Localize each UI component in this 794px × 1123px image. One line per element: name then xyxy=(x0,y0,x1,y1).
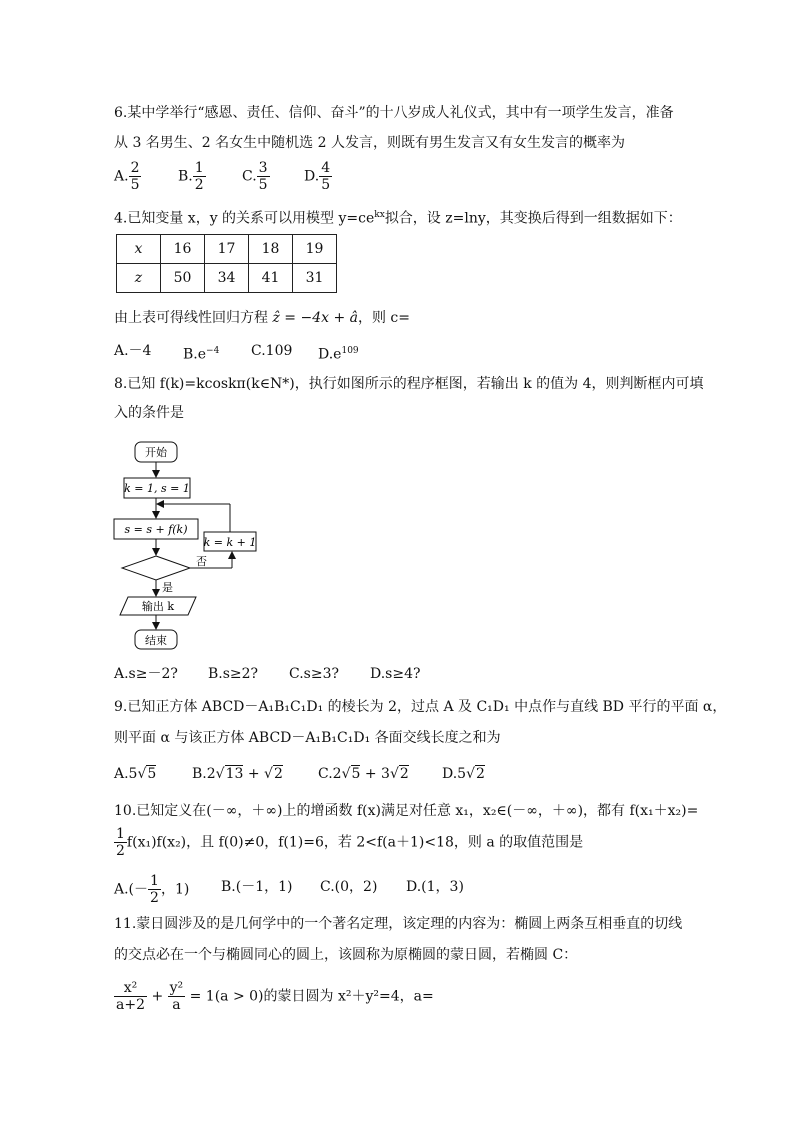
q4-option-b: $B.e^{-4}$ xyxy=(183,346,220,363)
q9-line2: 则平面 α 与该正方体 ABCD－A₁B₁C₁D₁ 各面交线长度之和为 xyxy=(114,730,501,746)
table-cell: 50 xyxy=(161,264,205,293)
flow-update-s-text: s = s + f(k) xyxy=(124,523,188,536)
flow-update-k-text: k = k + 1 xyxy=(203,536,257,549)
q8-option-b: B.s≥2? xyxy=(208,666,259,682)
q9-line1: 9.已知正方体 ABCD－A₁B₁C₁D₁ 的棱长为 2，过点 A 及 C₁D₁ 中点作与直线 BD 平行的平面 α， xyxy=(114,699,727,715)
q10-option-d: D.(1，3) xyxy=(406,879,464,895)
q11-line1: 11.蒙日圆涉及的是几何学中的一个著名定理，该定理的内容为：椭圆上两条互相垂直的切线 xyxy=(114,916,683,932)
q8-line2: 入的条件是 xyxy=(114,405,184,421)
q6-line1: 6.某中学举行“感恩、责任、信仰、奋斗”的十八岁成人礼仪式，其中有一项学生发言，准备 xyxy=(114,105,674,121)
q8-option-d: D.s≥4? xyxy=(370,666,421,682)
table-cell: 41 xyxy=(249,264,293,293)
flow-init-text: k = 1, s = 1 xyxy=(124,482,190,495)
q6-option-b: B. $\frac{1}{2}$ xyxy=(178,160,204,193)
flow-no-label: 否 xyxy=(196,555,207,568)
table-row xyxy=(117,235,337,264)
table-cell: 16 xyxy=(161,235,205,264)
table-cell: 34 xyxy=(205,264,249,293)
regression-equation: ẑ = −4x + â xyxy=(272,310,358,326)
q11-line2: 的交点必在一个与椭圆同心的圆上，该圆称为原椭圆的蒙日圆，若椭圆 C： xyxy=(114,947,578,963)
table-row-label: z xyxy=(117,264,161,293)
flow-start-text: 开始 xyxy=(145,446,167,459)
q9-option-b: B.2√13 + √2 xyxy=(192,766,283,782)
q10-line1: 10.已知定义在(－∞，＋∞)上的增函数 f(x)满足对任意 x₁，x₂∈(－∞，＋∞)，都有 f(x₁＋x₂)= xyxy=(114,803,699,819)
table-row-label: x xyxy=(117,235,161,264)
q10-option-b: B.(－1，1) xyxy=(221,879,293,895)
flow-condition-diamond xyxy=(122,556,190,580)
q8-option-c: C.s≥3? xyxy=(289,666,339,682)
q10-option-a: A.(－ $\frac{1}{2}$ ，1) xyxy=(114,873,190,906)
q6-option-d: D. $\frac{4}{5}$ xyxy=(304,160,331,193)
q8-option-a: A.s≥－2? xyxy=(114,666,178,682)
q6-option-a: A. $\frac{2}{5}$ xyxy=(114,160,140,193)
table-cell: 31 xyxy=(293,264,337,293)
q4-line1: 4.已知变量 x，y 的关系可以用模型 $y=ce^{kx}$拟合，设 z=lny，其变换后得到一组数据如下： xyxy=(114,210,682,227)
q6-line2: 从 3 名男生、2 名女生中随机选 2 人发言，则既有男生发言又有女生发言的概率为 xyxy=(114,135,625,151)
q4-line2: 由上表可得线性回归方程 ẑ = −4x + â，则 c= xyxy=(114,310,411,326)
q9-option-d: D.5√2 xyxy=(442,766,485,782)
program-flowchart xyxy=(110,438,270,652)
q4-option-d: $D.e^{109}$ xyxy=(318,346,359,363)
q4-data-table xyxy=(116,234,337,293)
q9-option-c: C.2√5 + 3√2 xyxy=(318,766,409,782)
q10-line2: $\frac{1}{2}$ f(x₁)f(x₂)，且 f(0)≠0，f(1)=6，若 2<f(a＋1)<18，则 a 的取值范围是 xyxy=(116,826,584,859)
q4-option-a: A.－4 xyxy=(114,343,152,359)
table-cell: 17 xyxy=(205,235,249,264)
q6-option-c: C. $\frac{3}{5}$ xyxy=(242,160,268,193)
table-cell: 18 xyxy=(249,235,293,264)
flow-end-text: 结束 xyxy=(145,634,167,647)
q10-option-c: C.(0，2) xyxy=(320,879,378,895)
flow-output-text: 输出 k xyxy=(141,600,175,613)
table-cell: 19 xyxy=(293,235,337,264)
q9-option-a: A.5√5 xyxy=(114,766,157,782)
q11-line3: $\frac{\text{x²}}{a+2}$ + $\frac{\text{y²}}{a}$ = 1(a > 0)的蒙日圆为 x²＋y²=4，a= xyxy=(116,980,434,1013)
q4-option-c: C.109 xyxy=(251,343,293,359)
q8-line1: 8.已知 f(k)=kcoskπ(k∈N*)，执行如图所示的程序框图，若输出 k 的值为 4，则判断框内可填 xyxy=(114,376,704,392)
flow-yes-label: 是 xyxy=(162,581,173,594)
table-row xyxy=(117,264,337,293)
